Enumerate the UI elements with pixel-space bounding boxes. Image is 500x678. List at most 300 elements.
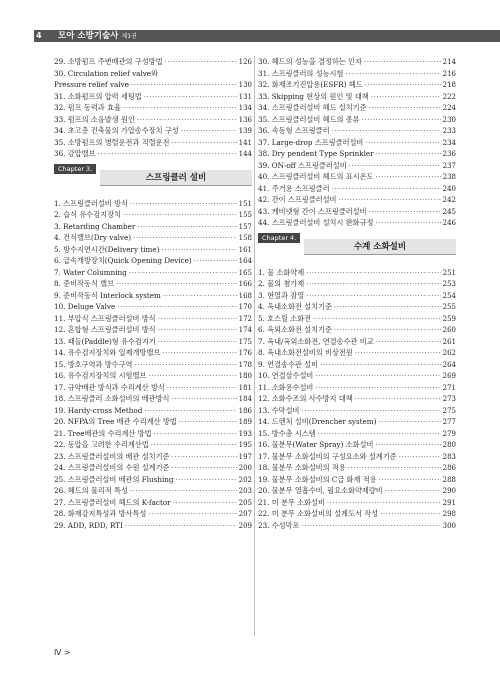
toc-list-right-top [258,56,456,229]
toc-entry-title: 25. 스프링클러설비 배관의 Flushing [54,474,174,484]
toc-entry-title: 34. 스프링클러설비 헤드 설치기준 [258,103,367,112]
dot-leader [380,508,441,520]
toc-entry[interactable] [54,313,252,325]
dot-leader [348,462,441,474]
dot-leader [175,474,236,486]
toc-entry[interactable] [54,267,252,279]
toc-entry-title: 22. 동압을 고려한 수리계산법 [54,440,149,449]
toc-entry-title: 10. Deluge Valve [54,302,116,311]
toc-entry-page: 251 [442,268,456,277]
dot-leader [334,324,441,336]
toc-entry-page: 271 [442,383,456,392]
dot-leader [355,393,441,405]
toc-entry[interactable] [54,485,252,497]
dot-leader [130,485,237,497]
toc-entry-title: 41. 주거용 스프링클러 [258,183,330,193]
dot-leader [148,508,236,520]
toc-entry-page: 151 [238,199,252,208]
dot-leader [137,221,236,233]
toc-entry-page: 269 [442,372,456,380]
dot-leader [376,336,441,348]
toc-entry-title: 18. 스프링클러 소화설비의 배관방식 [54,394,170,403]
toc-entry-page: 178 [238,360,252,369]
dot-leader [334,301,441,313]
toc-entry-page: 240 [442,184,456,193]
toc-entry-title: 1. 스프링클러설비 방식 [54,198,128,208]
dot-leader [320,359,441,371]
toc-entry-title: 9. 연결송수관 설비 [258,359,319,369]
right-column [258,56,456,531]
toc-entry-title: 13. 수막설비 [258,405,300,415]
toc-entry[interactable] [258,278,456,290]
toc-entry-title: 16. 유수검지장치의 시험밸브 [54,371,147,380]
toc-entry[interactable] [258,313,456,325]
toc-entry[interactable] [54,451,252,463]
toc-entry[interactable] [54,125,252,137]
toc-entry[interactable] [258,301,456,313]
toc-entry-title: 36. 감압밸브 [54,149,96,158]
toc-entry-title: 33. 펌프의 소음발생 원인 [54,114,135,124]
toc-entry-title: 40. 스프링클러설비 헤드의 표시온도 [258,172,374,181]
toc-entry-page: 180 [238,372,252,380]
dot-leader [313,313,441,325]
toc-entry-title: 43. 캐비넷형 간이 스프링클러설비 [258,206,367,216]
dot-leader [172,393,237,405]
toc-entry-title: 4. 옥내소화전 설치기준 [258,302,332,311]
toc-entry-page: 174 [238,326,252,334]
toc-entry-title: 31. 스프링클러의 성능시험 [258,68,344,78]
toc-entry-title: 23. 수성막포 [258,520,300,530]
toc-entry[interactable] [258,520,456,532]
dot-leader [98,148,237,160]
toc-entry[interactable] [258,405,456,417]
toc-entry-page: 200 [238,464,252,472]
dot-leader [306,290,440,302]
dot-leader [318,428,441,440]
toc-entry-page: 202 [238,475,252,484]
left-column [54,56,252,531]
dot-leader [364,56,441,68]
toc-entry[interactable] [258,91,456,103]
toc-entry-title: 12. 혼합형 스프링클러설비 방식 [54,325,156,334]
toc-entry[interactable] [54,497,252,509]
toc-entry-page: 157 [238,222,252,231]
toc-entry[interactable] [54,508,252,520]
toc-entry-title: 14. 유수검지장치와 일제개방밸브 [54,348,161,357]
toc-entry-page: 260 [442,326,456,334]
toc-entry-title: 24. 스프링클러설비의 수원 설계기준 [54,463,170,472]
toc-entry-page: 275 [442,406,456,415]
toc-entry-title: 1. 물 소화약제 [258,267,305,277]
dot-leader [332,183,441,195]
dot-leader [135,359,237,371]
toc-entry[interactable] [258,206,456,218]
toc-entry-title: 38. Dry pendent Type Sprinkler [258,149,374,158]
dot-leader [378,416,440,428]
toc-entry[interactable] [54,301,252,313]
toc-entry[interactable] [258,451,456,463]
toc-entry[interactable] [54,114,252,126]
toc-entry-page: 141 [238,138,252,147]
toc-entry[interactable] [54,520,252,532]
toc-entry-page: 172 [238,314,252,323]
toc-entry-title: 31. 소화펌프의 압력 세팅법 [54,91,142,101]
toc-entry-title: 35. 스프링클러설비 헤드의 종류 [258,114,360,124]
page-header [0,0,500,44]
toc-entry[interactable] [258,102,456,114]
toc-entry-page: 205 [238,498,252,507]
toc-list-chapter-3 [54,198,252,532]
toc-entry-page: 175 [238,337,252,346]
toc-entry-page: 131 [238,92,252,101]
dot-leader [144,405,236,417]
toc-entry[interactable] [54,370,252,382]
dot-leader [376,217,441,229]
toc-entry-page: 144 [238,150,252,158]
toc-entry[interactable] [258,485,456,497]
dot-leader [371,91,441,103]
chapter-title: 스프링클러 설비 [100,170,252,186]
toc-entry-title: 14. 드렌처 설비(Drencher system) [258,417,377,426]
toc-entry-title: 6. 옥외소화전 설치기준 [258,325,332,334]
toc-entry[interactable] [258,171,456,183]
toc-entry-title: 32. 화재조기진압용(ESFR) 헤드 [258,80,363,89]
toc-entry-title: 6. 급속개방장치(Quick Opening Device) [54,256,192,265]
toc-entry[interactable] [54,102,252,114]
toc-entry-page: 255 [442,303,456,311]
toc-entry[interactable] [258,324,456,336]
toc-entry-title: 30. 헤드의 성능을 결정하는 인자 [258,57,362,66]
toc-entry[interactable] [258,114,456,126]
toc-entry[interactable] [258,382,456,394]
toc-entry[interactable] [258,370,456,382]
page-footer: Ⅳ > [54,648,71,657]
toc-entry-title: 26. 헤드의 물리적 특성 [54,486,128,495]
toc-entry-page: 193 [238,429,252,438]
toc-entry-page: 168 [238,291,252,300]
dot-leader [327,497,441,509]
dot-leader [194,255,237,267]
dot-leader [369,102,441,114]
toc-entry-title: 22. 미 분무 소화설비의 설계도서 작성 [258,509,379,518]
toc-entry[interactable] [258,497,456,509]
dot-leader [375,439,440,451]
toc-entry-title: 13. 패들(Paddle)형 유수검지기 [54,336,156,346]
toc-entry-title: 11. 부압식 스프링클러설비 방식 [54,313,156,323]
toc-entry-page: 136 [238,115,252,124]
toc-entry-title: 21. 미 분무 소화설비 [258,497,325,507]
toc-entry[interactable] [258,79,456,91]
toc-entry-page: 236 [442,150,456,158]
toc-entry-title: 5. 호스릴 소화전 [258,313,312,323]
dot-leader [355,347,441,359]
dot-leader [144,91,237,103]
dot-leader [172,451,237,463]
dot-leader [116,278,237,290]
dot-leader [158,324,237,336]
toc-entry-title: 20. 물분무 열흡수비, 필요소화약제량비 [258,486,383,495]
toc-entry-title: 17. 규약배관 방식과 수리계산 방식 [54,382,165,392]
toc-entry[interactable] [54,198,252,210]
toc-entry[interactable] [258,217,456,229]
dot-leader [365,79,441,91]
dot-leader [137,114,237,126]
toc-entry[interactable] [258,508,456,520]
dot-leader [123,209,237,221]
dot-leader [163,290,237,302]
toc-entry[interactable] [54,148,252,160]
toc-entry-title: Pressure relief valve [54,80,129,89]
toc-entry-page: 238 [442,173,456,181]
page-number: 4 [36,31,42,40]
toc-entry-page: 209 [238,521,252,530]
toc-entry[interactable] [54,462,252,474]
chapter-tag: Chapter 4. [258,233,300,243]
chapter-title: 수계 소화설비 [304,239,456,255]
toc-entry-page: 254 [442,291,456,300]
toc-entry[interactable] [258,416,456,428]
toc-entry-page: 246 [442,219,456,227]
toc-entry[interactable] [258,137,456,149]
toc-entry[interactable] [258,267,456,279]
toc-entry-page: 166 [238,280,252,288]
toc-entry-title: 8. 옥내소화전설비의 비상전원 [258,348,353,357]
toc-entry[interactable] [54,244,252,256]
toc-entry-title: 33. Skipping 현상의 원인 및 대책 [258,91,369,101]
toc-entry-page: 155 [238,211,252,219]
toc-entry-title: 3. Retarding Chamber [54,221,136,231]
toc-entry-page: 277 [442,418,456,426]
toc-entry-title: 2. 습식 유수검지장치 [54,210,121,219]
toc-list-left-top [54,56,252,160]
toc-entry-page: 134 [238,104,252,112]
toc-entry-page: 291 [442,498,456,507]
chapter-tag: Chapter 3. [54,164,96,174]
toc-entry[interactable] [54,439,252,451]
toc-entry-page: 158 [238,234,252,242]
chapter-3-heading [54,164,252,194]
toc-entry-page: 262 [442,349,456,357]
toc-entry-title: 5. 방수지연시간(Delivery time) [54,244,160,254]
edition-label: 제1권 [121,33,137,40]
dot-leader [167,382,237,394]
toc-entry-title: 27. 스프링클러설비 헤드의 K-factor [54,497,171,507]
dot-leader [172,462,237,474]
toc-entry[interactable] [54,336,252,348]
toc-entry-page: 164 [238,257,252,265]
toc-entry[interactable] [258,428,456,440]
dot-leader [179,416,237,428]
toc-entry-page: 207 [238,510,252,518]
toc-entry-title: 29. ADD, RDD, RTI [54,520,123,530]
toc-entry-title: 16. 물분무(Water Spray) 소화설비 [258,440,374,449]
toc-entry-page: 195 [238,441,252,449]
toc-entry-page: 288 [442,475,456,484]
toc-entry[interactable] [258,439,456,451]
toc-entry-title: 28. 화재감지특성과 방사특성 [54,509,147,518]
toc-entry-title: 37. Large-drop 스프링클러설비 [258,137,364,147]
dot-leader [339,194,441,206]
toc-entry[interactable] [258,336,456,348]
toc-entry-page: 186 [238,406,252,415]
toc-entry[interactable] [54,416,252,428]
dot-leader [302,405,441,417]
toc-entry[interactable] [54,278,252,290]
toc-entry[interactable] [54,56,252,68]
toc-entry[interactable] [258,160,456,172]
dot-leader [379,474,441,486]
dot-leader [133,232,237,244]
toc-entry-page: 264 [442,360,456,369]
dot-leader [362,114,441,126]
toc-entry-page: 170 [238,303,252,311]
toc-entry[interactable] [54,474,252,486]
dot-leader [117,301,236,313]
toc-entry[interactable] [258,125,456,137]
toc-entry[interactable] [54,290,252,302]
dot-leader [154,428,237,440]
toc-entry[interactable] [258,462,456,474]
toc-entry-page: 222 [442,92,456,101]
dot-leader [158,313,237,325]
toc-entry[interactable] [258,359,456,371]
toc-entry-page: 237 [442,161,456,170]
toc-entry-page: 176 [238,349,252,357]
dot-leader [181,125,237,137]
toc-entry-page: 283 [442,452,456,461]
toc-entry-title: 39. ON-off 스프링클러설비 [258,160,347,170]
toc-entry-title: 23. 스프링클러설비의 배관 설치기준 [54,451,170,461]
toc-entry-title: 44. 스프링클러설비 설치시 완화규정 [258,218,374,227]
column-divider [254,56,255,636]
toc-entry-page: 234 [442,138,456,147]
toc-entry-page: 242 [442,196,456,204]
toc-entry-title: 21. Tree배관의 수리계산 방법 [54,428,152,438]
toc-entry-title: 3. 현열과 잠열 [258,290,305,300]
chapter-4-heading [258,233,456,263]
dot-leader [173,497,237,509]
dot-leader [148,370,236,382]
toc-entry-title: 11. 소화용수설비 [258,382,314,392]
dot-leader [376,171,441,183]
toc-entry-title: 4. 건식밸브(Dry valve) [54,233,132,242]
toc-entry[interactable] [54,255,252,267]
toc-entry[interactable] [258,56,456,68]
toc-entry-page: 279 [442,429,456,438]
toc-entry-page: 161 [238,245,252,254]
toc-entry-title: 12. 소화수조의 사수방지 대책 [258,394,353,403]
dot-leader [158,336,237,348]
toc-entry-page: 181 [238,383,252,392]
toc-entry-title: 36. 속동형 스프링클러 [258,126,330,135]
toc-entry-title: 7. 옥내/옥외소화전, 연결송수관 비교 [258,336,374,346]
toc-entry[interactable] [54,68,252,80]
toc-entry[interactable] [54,428,252,440]
toc-entry-page: 261 [442,337,456,346]
toc-entry-title: 35. 소방펌프의 병렬운전과 직렬운전 [54,137,170,147]
toc-entry[interactable] [54,359,252,371]
toc-entry-page: 218 [442,81,456,89]
toc-entry-title: 8. 준비작동식 밸브 [54,279,115,288]
toc-entry[interactable] [258,290,456,302]
toc-list-chapter-4 [258,267,456,532]
toc-entry-title: 15. 방수총 시스템 [258,428,316,438]
toc-entry[interactable] [258,194,456,206]
dot-leader [315,370,440,382]
toc-entry[interactable] [258,347,456,359]
toc-entry-page: 273 [442,395,456,403]
toc-entry[interactable] [258,183,456,195]
toc-entry-title: 2. 물의 첨가제 [258,279,305,288]
toc-entry-page: 286 [442,464,456,472]
toc-entry-page: 230 [442,115,456,124]
dot-leader [129,267,237,279]
toc-entry[interactable] [258,474,456,486]
dot-leader [165,56,237,68]
toc-entry[interactable] [258,148,456,160]
toc-entry-page: 259 [442,314,456,323]
toc-entry[interactable] [258,393,456,405]
dot-leader [306,267,440,279]
toc-entry-page: 224 [442,104,456,112]
dot-leader [151,439,237,451]
toc-entry-page: 290 [442,487,456,495]
toc-entry-title: 19. 물분무 소화설비의 C급 화재 적용 [258,474,377,484]
toc-entry-page: 130 [238,81,252,89]
toc-entry[interactable] [54,324,252,336]
toc-entry[interactable] [54,232,252,244]
dot-leader [332,125,441,137]
dot-leader [376,148,441,160]
dot-leader [172,137,237,149]
book-title: 모아 소방기술사 제1권 [58,31,137,41]
toc-entry[interactable] [54,209,252,221]
toc-entry-title: 30. Circulation relief valve와 [54,68,159,78]
toc-entry-page: 253 [442,280,456,288]
toc-entry-title: 34. 초고층 건축물의 가압송수장치 구성 [54,126,179,135]
toc-entry-title: 10. 연결살수설비 [258,371,314,380]
toc-entry[interactable] [54,79,252,91]
toc-entry[interactable] [54,137,252,149]
toc-entry[interactable] [54,382,252,394]
toc-entry-title: 15. 방호구역과 방수구역 [54,359,133,369]
toc-entry-title: 29. 소방펌프 주변배관의 구성방법 [54,57,163,66]
toc-entry-title: 9. 준비작동식 Interlock system [54,290,161,300]
toc-entry-page: 126 [238,58,252,66]
toc-entry-page: 184 [238,395,252,403]
toc-entry[interactable] [54,347,252,359]
toc-entry-title: 17. 물분무 소화설비의 구성요소와 설계기준 [258,451,397,461]
dot-leader [345,68,440,80]
toc-entry[interactable] [54,91,252,103]
toc-entry-title: 7. Water Columning [54,267,127,277]
toc-entry[interactable] [54,221,252,233]
toc-entry[interactable] [258,68,456,80]
toc-entry-page: 300 [442,521,456,530]
toc-entry-page: 298 [442,510,456,518]
dot-leader [365,137,440,149]
dot-leader [131,79,237,91]
toc-entry-page: 203 [238,487,252,495]
dot-leader [162,347,236,359]
toc-entry-title: 20. NFPA의 Tree 배관 수리계산 방법 [54,417,177,426]
toc-entry[interactable] [54,405,252,417]
toc-entry[interactable] [54,393,252,405]
toc-entry-page: 197 [238,452,252,461]
dot-leader [315,382,440,394]
dot-leader [302,520,441,532]
toc-entry-title: 18. 물분무 소화설비의 적용 [258,463,346,472]
